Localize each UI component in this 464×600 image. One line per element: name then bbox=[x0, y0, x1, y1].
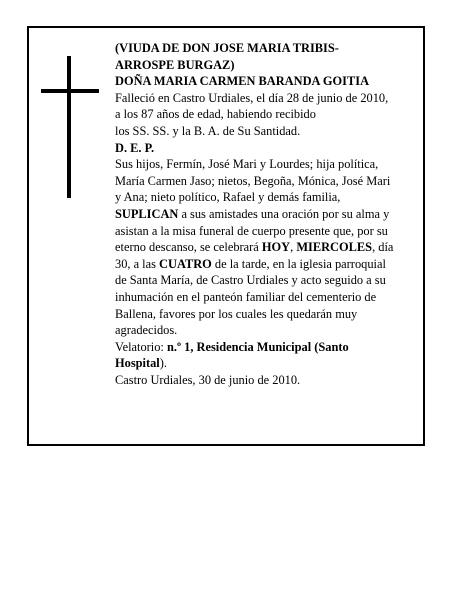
death-line-2: a los 87 años de edad, habiendo recibido bbox=[115, 107, 316, 122]
death-line-3: los SS. SS. y la B. A. de Su Santidad. bbox=[115, 123, 301, 138]
rip-line: D. E. P. bbox=[115, 140, 155, 155]
wake-label: Velatorio: bbox=[115, 339, 167, 354]
cuatro-word: CUATRO bbox=[159, 256, 212, 271]
family-line-1: Sus hijos, Fermín, José Mari y Lourdes; hija política, bbox=[115, 157, 379, 172]
deceased-name: DOÑA MARIA CARMEN BARANDA GOITIA bbox=[115, 74, 370, 89]
request-line-1 bbox=[115, 206, 425, 223]
death-line-1: Falleció en Castro Urdiales, el día 28 de junio de 2010, bbox=[115, 90, 389, 105]
wake-line-2 bbox=[115, 355, 425, 372]
request-line-5: de Santa María, de Castro Urdiales y acto seguido a su bbox=[115, 273, 386, 288]
wake-line-1 bbox=[115, 339, 425, 356]
request-line-2: asistan a la misa funeral de cuerpo presente que, por su bbox=[115, 223, 388, 238]
footer-date: Castro Urdiales, 30 de junio de 2010. bbox=[115, 372, 301, 387]
request-line-3 bbox=[115, 239, 425, 256]
suplican-word: SUPLICAN bbox=[115, 206, 179, 221]
wake-place-1: n.º 1, Residencia Municipal (Santo bbox=[166, 339, 349, 354]
obituary-notice bbox=[27, 26, 425, 446]
request-line-4-b: de la tarde, en la iglesia parroquial bbox=[211, 256, 386, 271]
family-line-2: María Carmen Jaso; nietos, Begoña, Mónica, José Mari bbox=[115, 173, 391, 188]
hoy-word: HOY bbox=[261, 240, 291, 255]
request-line-8: agradecidos. bbox=[115, 323, 178, 338]
request-line-1-rest: a sus amistades una oración por su alma y bbox=[178, 206, 390, 221]
request-line-4 bbox=[115, 256, 425, 273]
wake-place-2: Hospital bbox=[115, 356, 160, 371]
request-line-4-a: 30, a las bbox=[115, 256, 160, 271]
family-line-3: y Ana; nieto político, Rafael y demás familia, bbox=[115, 190, 341, 205]
wake-end: ). bbox=[159, 356, 167, 371]
request-line-3-b: , bbox=[290, 240, 297, 255]
widow-of-line-1: (VIUDA DE DON JOSE MARIA TRIBIS- bbox=[115, 41, 339, 55]
request-line-3-a: eterno descanso, se celebrará bbox=[115, 240, 262, 255]
widow-of-line-2: ARROSPE BURGAZ) bbox=[115, 57, 235, 72]
cross-horizontal-bar bbox=[41, 89, 99, 93]
cross-icon bbox=[41, 56, 99, 198]
request-line-6: inhumación en el panteón familiar del cementerio de bbox=[115, 289, 377, 304]
request-line-3-c: , día bbox=[372, 240, 394, 255]
notice-text bbox=[115, 40, 425, 388]
cross-vertical-bar bbox=[67, 56, 71, 198]
request-line-7: Ballena, favores por los cuales les quedarán muy bbox=[115, 306, 358, 321]
miercoles-word: MIERCOLES bbox=[296, 240, 373, 255]
